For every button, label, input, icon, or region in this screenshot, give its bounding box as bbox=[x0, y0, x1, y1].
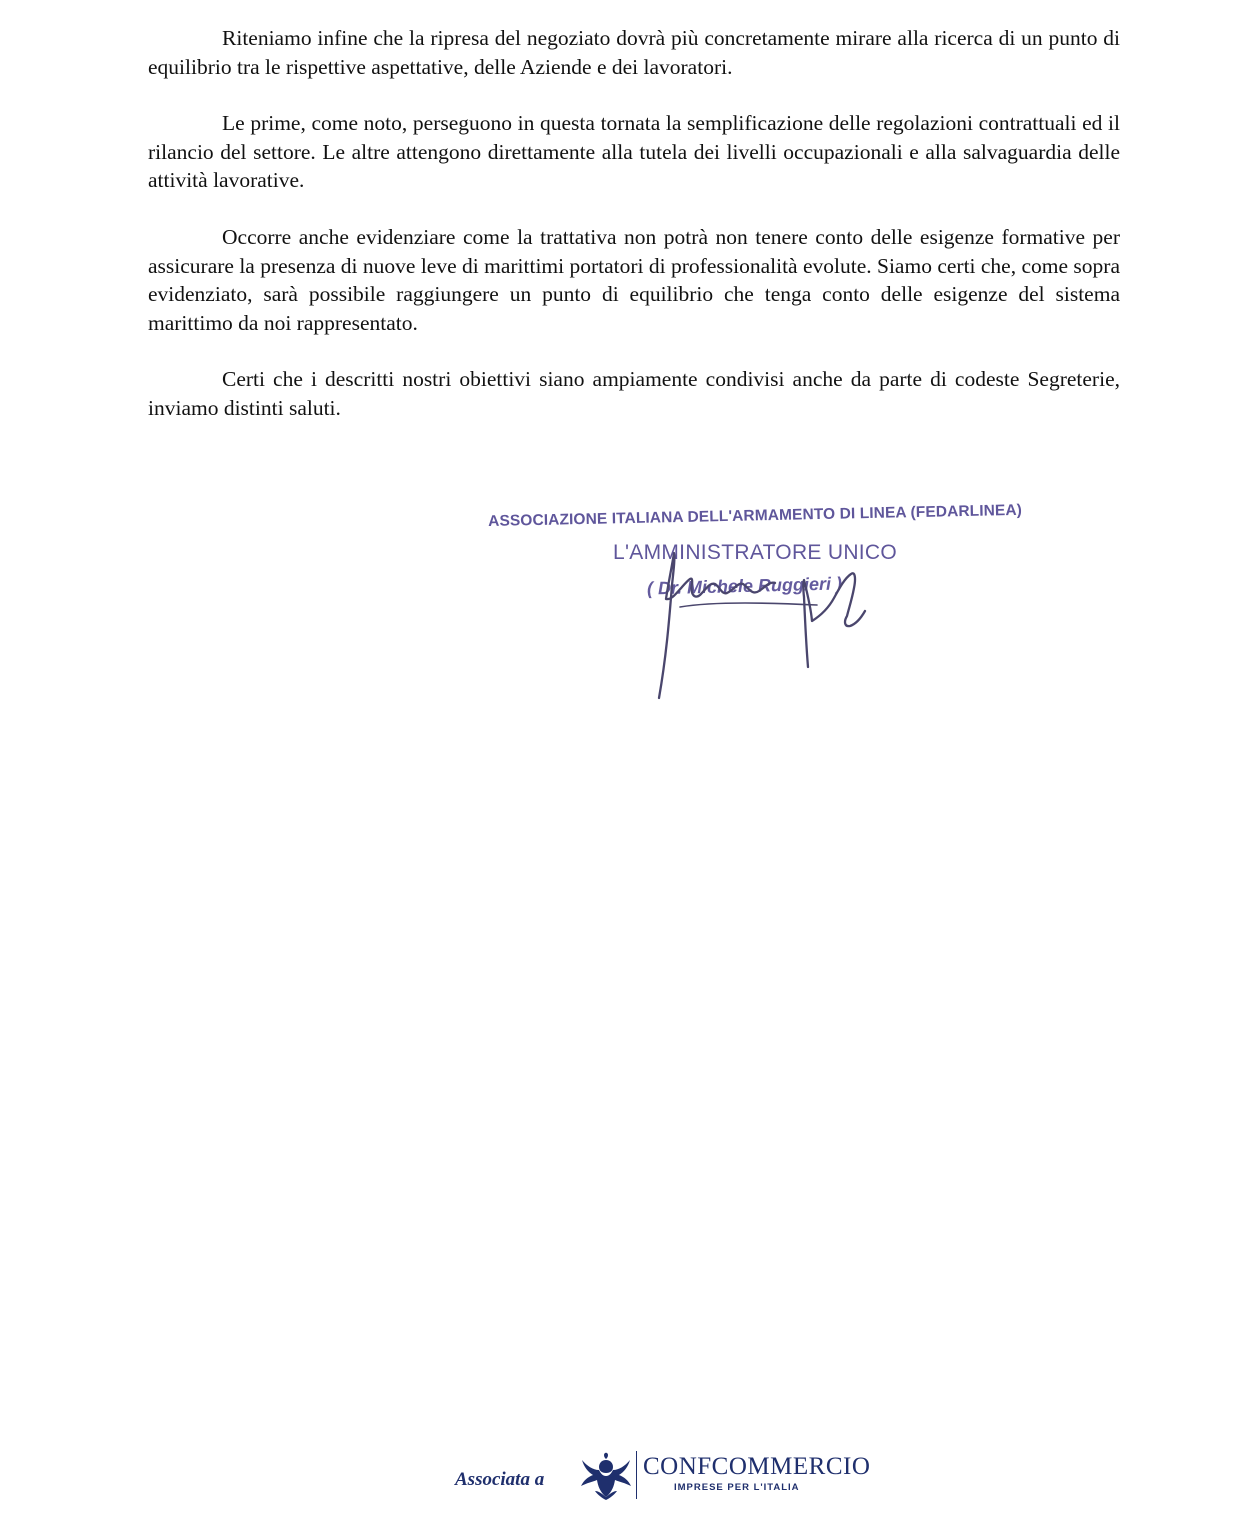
footer-association bbox=[455, 1445, 885, 1505]
paragraph-closing-negotiation: Riteniamo infine che la ripresa del negoziato dovrà più concretamente mirare alla ricerca di un punto di equilibrio tra le rispettive aspettative, delle Aziende e dei lavoratori. bbox=[148, 26, 1120, 79]
confcommercio-logo-text: CONFCOMMERCIO bbox=[643, 1453, 871, 1480]
handwritten-signature bbox=[470, 505, 1050, 715]
signature-stamp bbox=[470, 501, 1050, 715]
associated-label: Associata a bbox=[455, 1469, 545, 1490]
stamp-role: L'AMMINISTRATORE UNICO bbox=[613, 541, 898, 564]
paragraph-training-needs: Occorre anche evidenziare come la trattativa non potrà non tenere conto delle esigenze formative per assicurare la presenza di nuove leve di marittimi portatori di professionalità evolute. Siamo certi che, come sopra evidenziato, sarà possibile raggiungere un punto di equilibrio che tenga conto delle esigenze del sistema marittimo da noi rappresentato. bbox=[148, 224, 1120, 335]
eagle-icon bbox=[579, 1449, 633, 1501]
confcommercio-tagline: IMPRESE PER L'ITALIA bbox=[674, 1482, 800, 1493]
letter-body bbox=[148, 24, 1120, 451]
paragraph-greetings: Certi che i descritti nostri obiettivi siano ampiamente condivisi anche da parte di codeste Segreterie, inviamo distinti saluti. bbox=[148, 367, 1120, 420]
brand-divider bbox=[636, 1451, 637, 1499]
paragraph-objectives: Le prime, come noto, perseguono in questa tornata la semplificazione delle regolazioni contrattuali ed il rilancio del settore. Le altre attengono direttamente alla tutela dei livelli occupazionali e alla salvaguardia delle attività lavorative. bbox=[148, 111, 1120, 193]
stamp-organization: ASSOCIAZIONE ITALIANA DELL'ARMAMENTO DI LINEA (FEDARLINEA) bbox=[488, 501, 1023, 530]
stamp-name: ( Dr. Michele Ruggieri ) bbox=[646, 573, 843, 599]
